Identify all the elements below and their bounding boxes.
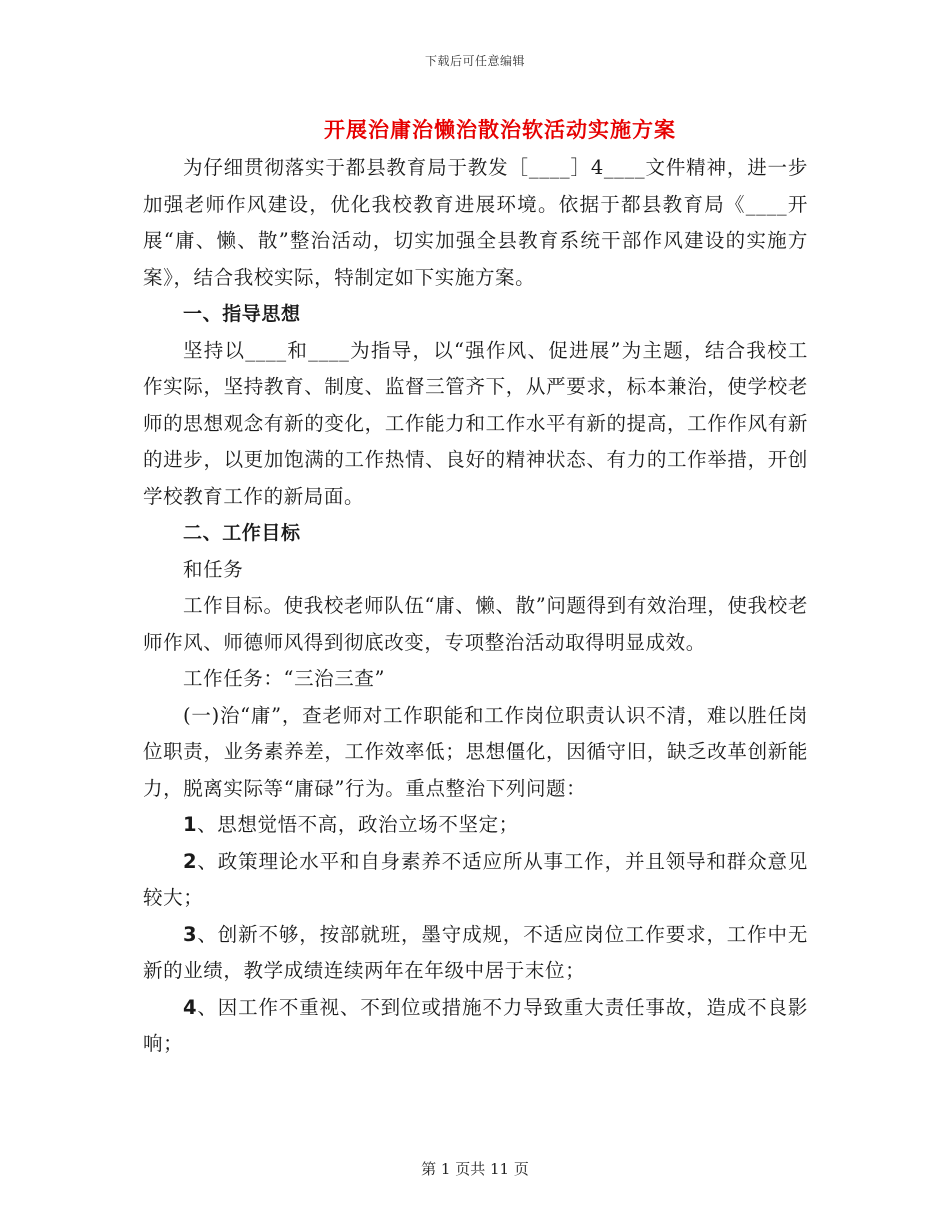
list-item-text: 、政策理论水平和自身素养不适应所从事工作，并且领导和群众意见较大； <box>143 849 808 909</box>
list-item-number: 1 <box>183 813 198 836</box>
list-item <box>143 807 808 844</box>
paragraph-treat-mediocrity: (一)治“庸”，查老师对工作职能和工作岗位职责认识不清，难以胜任岗位职责，业务素养差，工作效率低；思想僵化，因循守旧，缺乏改革创新能力，脱离实际等“庸碌”行为。重点整治下列问题： <box>143 703 808 800</box>
paragraph-work-task: 工作任务：“三治三查” <box>183 667 386 690</box>
list-item-number: 4 <box>183 995 198 1019</box>
list-item-text: 、思想觉悟不高，政治立场不坚定； <box>197 813 519 836</box>
list-item <box>143 917 808 990</box>
page-footer: 第 1 页共 11 页 <box>421 1160 529 1178</box>
paragraph-guiding-thought: 坚持以____和____为指导，以“强作风、促进展”为主题，结合我校工作实际，坚持教育、制度、监督三管齐下，从严要求，标本兼治，使学校老师的思想观念有新的变化，工作能力和工作水平有新的提高，工作作风有新的进步，以更加饱满的工作热情、良好的精神状态、有力的工作举措，开创学校教育工作的新局面。 <box>143 338 808 508</box>
paragraph-work-goal: 工作目标。使我校老师队伍“庸、懒、散”问题得到有效治理，使我校老师作风、师德师风得到彻底改变，专项整治活动取得明显成效。 <box>143 594 808 654</box>
intro-paragraph: 为仔细贯彻落实于都县教育局于教发［____］4____文件精神，进一步加强老师作风建设，优化我校教育进展环境。依据于都县教育局《____开展“庸、懒、散”整治活动，切实加强全县教育系统干部作风建设的实施方案》，结合我校实际，特制定如下实施方案。 <box>143 156 808 289</box>
header-note: 下载后可任意编辑 <box>424 54 525 68</box>
list-item <box>143 990 808 1063</box>
list-item-number: 3 <box>183 922 198 946</box>
list-item-number: 2 <box>183 849 198 873</box>
list-item-text: 、创新不够，按部就班，墨守成规，不适应岗位工作要求，工作中无新的业绩，教学成绩连续两年在年级中居于末位； <box>143 922 808 982</box>
section-heading-1: 一、指导思想 <box>183 303 301 325</box>
section-heading-2: 二、工作目标 <box>183 522 301 544</box>
document-title: 开展治庸治懒治散治软活动实施方案 <box>324 117 676 142</box>
list-item-text: 、因工作不重视、不到位或措施不力导致重大责任事故，造成不良影响； <box>143 995 808 1055</box>
section-heading-2-continued: 和任务 <box>183 557 244 581</box>
list-item <box>143 844 808 917</box>
document-body <box>143 150 808 1063</box>
